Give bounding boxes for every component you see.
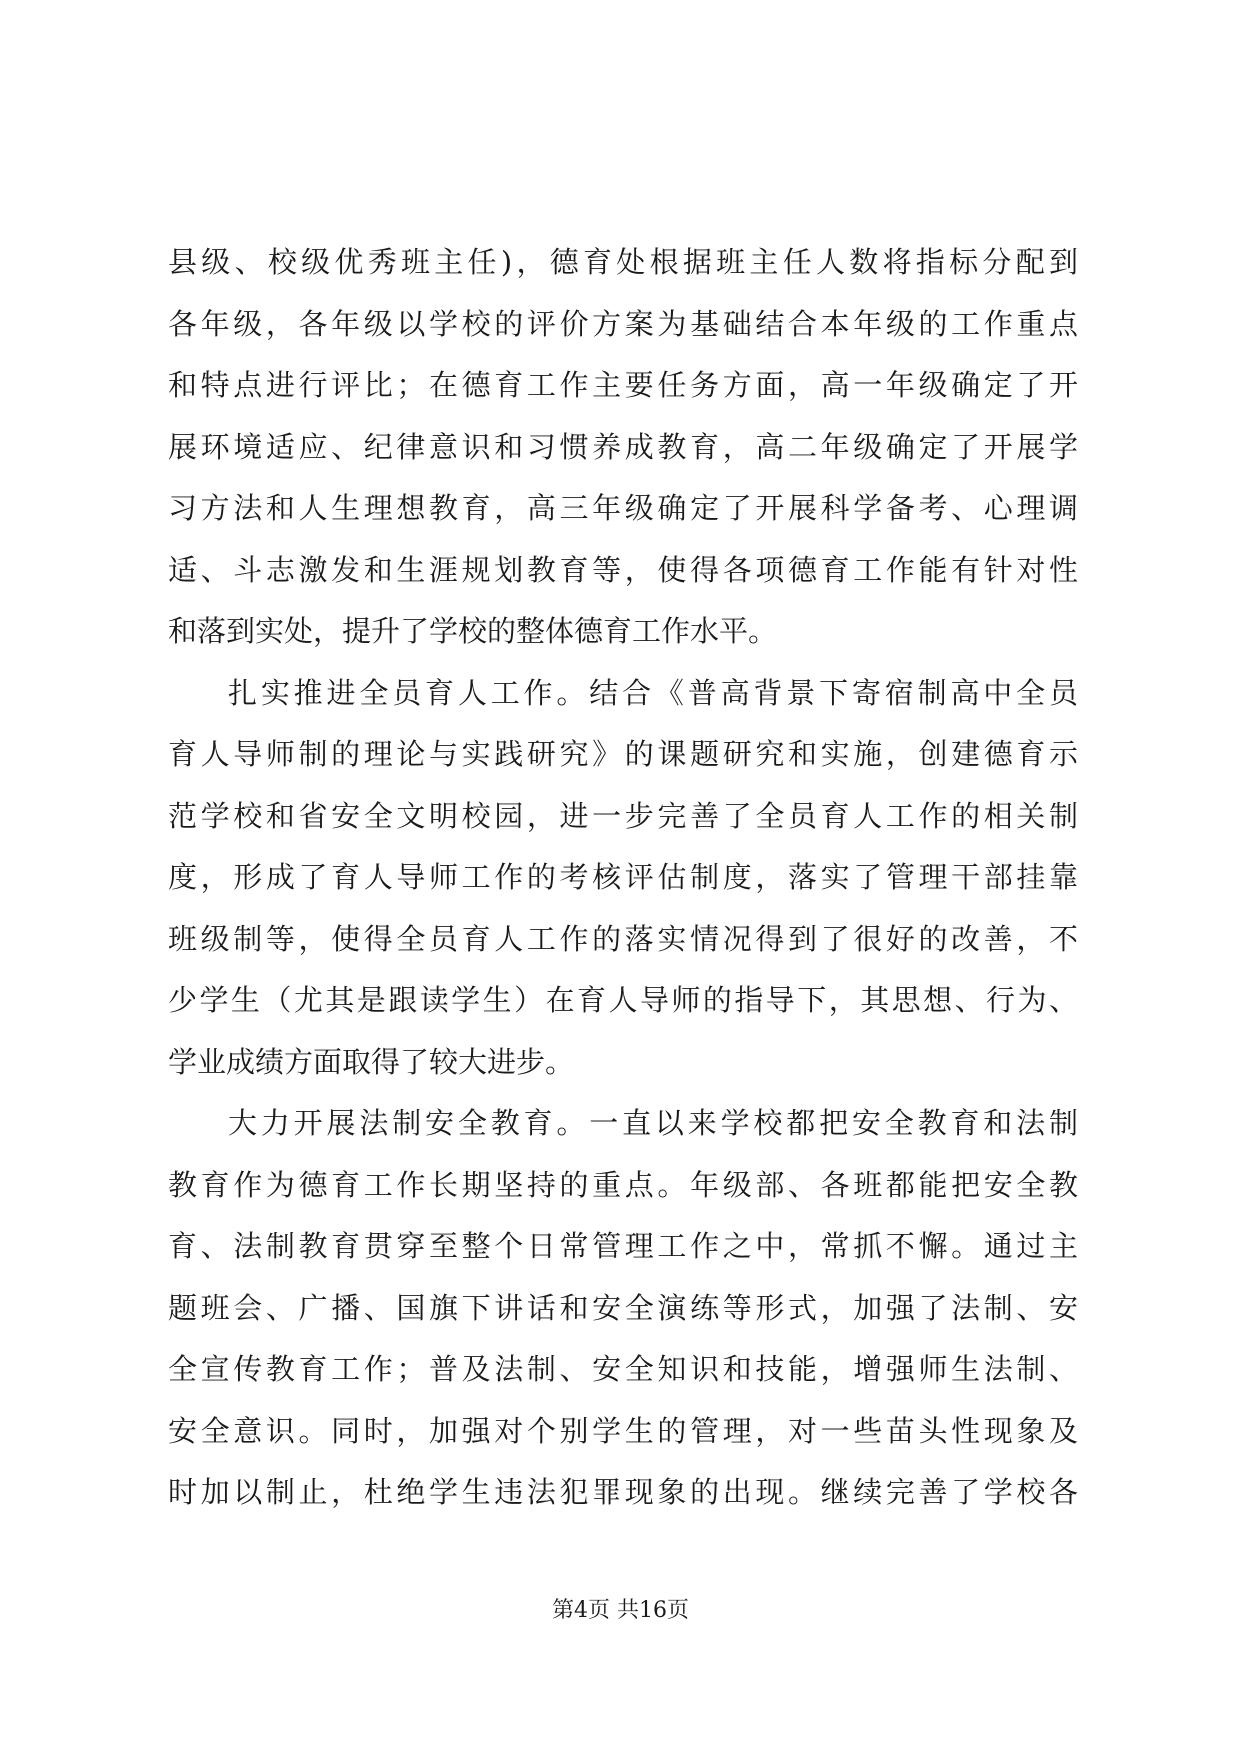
page-number-label: 第4页 共16页 <box>552 1598 689 1623</box>
text-line: 教育作为德育工作长期坚持的重点。年级部、各班都能把安全教 <box>168 1167 1078 1202</box>
text-line: 各年级，各年级以学校的评价方案为基础结合本年级的工作重点 <box>168 306 1078 341</box>
text-line: 题班会、广播、国旗下讲话和安全演练等形式，加强了法制、安 <box>168 1290 1078 1325</box>
text-line: 育人导师制的理论与实践研究》的课题研究和实施，创建德育示 <box>168 737 1078 771</box>
paragraph-first-line: 扎实推进全员育人工作。结合《普高背景下寄宿制高中全员 <box>228 675 1078 710</box>
text-line: 度，形成了育人导师工作的考核评估制度，落实了管理干部挂靠 <box>168 860 1078 894</box>
text-line: 时加以制止，杜绝学生违法犯罪现象的出现。继续完善了学校各 <box>168 1475 1078 1509</box>
text-line: 范学校和省安全文明校园，进一步完善了全员育人工作的相关制 <box>168 798 1078 833</box>
text-line: 育、法制教育贯穿至整个日常管理工作之中，常抓不懈。通过主 <box>168 1229 1078 1263</box>
text-line: 班级制等，使得全员育人工作的落实情况得到了很好的改善，不 <box>168 921 1078 956</box>
text-line-paragraph-end: 学业成绩方面取得了较大进步。 <box>168 1044 575 1079</box>
page-footer <box>0 1596 1241 1626</box>
text-line: 展环境适应、纪律意识和习惯养成教育，高二年级确定了开展学 <box>168 429 1078 464</box>
text-line: 和特点进行评比；在德育工作主要任务方面，高一年级确定了开 <box>168 368 1078 402</box>
text-line: 适、斗志激发和生涯规划教育等，使得各项德育工作能有针对性 <box>168 552 1078 587</box>
text-line: 习方法和人生理想教育，高三年级确定了开展科学备考、心理调 <box>168 491 1078 525</box>
paragraph-first-line: 大力开展法制安全教育。一直以来学校都把安全教育和法制 <box>228 1106 1078 1140</box>
text-line: 县级、校级优秀班主任)，德育处根据班主任人数将指标分配到 <box>168 245 1078 279</box>
text-line: 少学生（尤其是跟读学生）在育人导师的指导下，其思想、行为、 <box>168 983 1078 1017</box>
text-line: 全宣传教育工作；普及法制、安全知识和技能，增强师生法制、 <box>168 1352 1078 1386</box>
document-body <box>168 232 1078 1524</box>
text-line-paragraph-end: 和落到实处，提升了学校的整体德育工作水平。 <box>168 614 778 648</box>
text-line: 安全意识。同时，加强对个别学生的管理，对一些苗头性现象及 <box>168 1413 1078 1448</box>
